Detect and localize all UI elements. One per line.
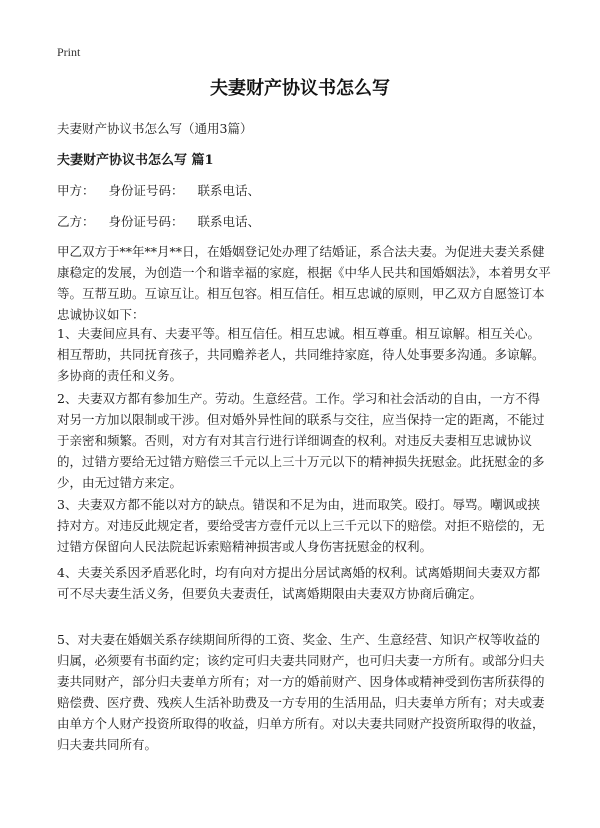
party-b-phone-label: 联系电话、 <box>197 214 261 229</box>
party-b-line <box>57 211 551 232</box>
party-a-label: 甲方： <box>57 183 95 198</box>
paragraph-clause-5: 5、对夫妻在婚姻关系存续期间所得的工资、奖金、生产、生意经营、知识产权等收益的归属，必须要有书面约定；该约定可归夫妻共同财产，也可归夫妻一方所有。或部分归夫妻共同财产，部分归夫妻单方所有；对一方的婚前财产、因身体或精神受到伤害所获得的赔偿费、医疗费、残疾人生活补助费及一方专用的生活用品，归夫妻单方所有；对夫或妻由单方个人财产投资所取得的收益，归单方所有。对以夫妻共同财产投资所取得的收益，归夫妻共同所有。 <box>57 632 545 752</box>
party-a-id-label: 身份证号码： <box>108 183 184 198</box>
party-b-id-label: 身份证号码： <box>108 214 184 229</box>
paragraph-clause-3: 3、夫妻双方都不能以对方的缺点。错误和不足为由，进而取笑。殴打。辱骂。嘲讽或挟持对方。对违反此规定者，要给受害方壹仟元以上三千元以下的赔偿。对拒不赔偿的，无过错方保留向人民法院起诉索赔精神损害或人身伤害抚慰金的权利。 <box>57 497 545 554</box>
party-a-phone-label: 联系电话、 <box>197 183 261 198</box>
party-a-line <box>57 180 551 201</box>
paragraph-clause-2: 2、夫妻双方都有参加生产。劳动。生意经营。工作。学习和社会活动的自由，一方不得对另一方加以限制或干涉。但对婚外异性间的联系与交往，应当保持一定的距离，不能过于亲密和频繁。否则，对方有对其言行进行详细调查的权利。对违反夫妻相互忠诚协议的，过错方要给无过错方赔偿三千元以上三十万元以下的精神损失抚慰金。此抚慰金的多少，由无过错方来定。 <box>57 391 545 490</box>
page-title: 夫妻财产协议书怎么写 <box>210 78 390 99</box>
paragraph-intro: 甲乙双方于**年**月**日，在婚姻登记处办理了结婚证，系合法夫妻。为促进夫妻关系健康稳定的发展，为创造一个和谐幸福的家庭，根据《中华人民共和国婚姻法》，本着男女平等。互帮互助。互谅互让。相互包容。相互信任。相互忠诚的原则，甲乙双方自愿签订本忠诚协议如下： <box>57 244 551 322</box>
print-label: Print <box>57 45 81 59</box>
paragraph-clause-1: 1、夫妻间应具有、夫妻平等。相互信任。相互忠诚。相互尊重。相互谅解。相互关心。相互帮助，共同抚育孩子，共同赡养老人，共同维持家庭，待人处事要多沟通。多谅解。多协商的责任和义务。 <box>57 326 545 383</box>
paragraph-clause-4: 4、夫妻关系因矛盾恶化时，均有向对方提出分居试离婚的权利。试离婚期间夫妻双方都可不尽夫妻生活义务，但要负夫妻责任，试离婚期限由夫妻双方协商后确定。 <box>57 565 540 601</box>
party-b-label: 乙方： <box>57 214 95 229</box>
document-subtitle: 夫妻财产协议书怎么写（通用3篇） <box>57 121 253 136</box>
section-heading: 夫妻财产协议书怎么写 篇1 <box>57 153 214 168</box>
